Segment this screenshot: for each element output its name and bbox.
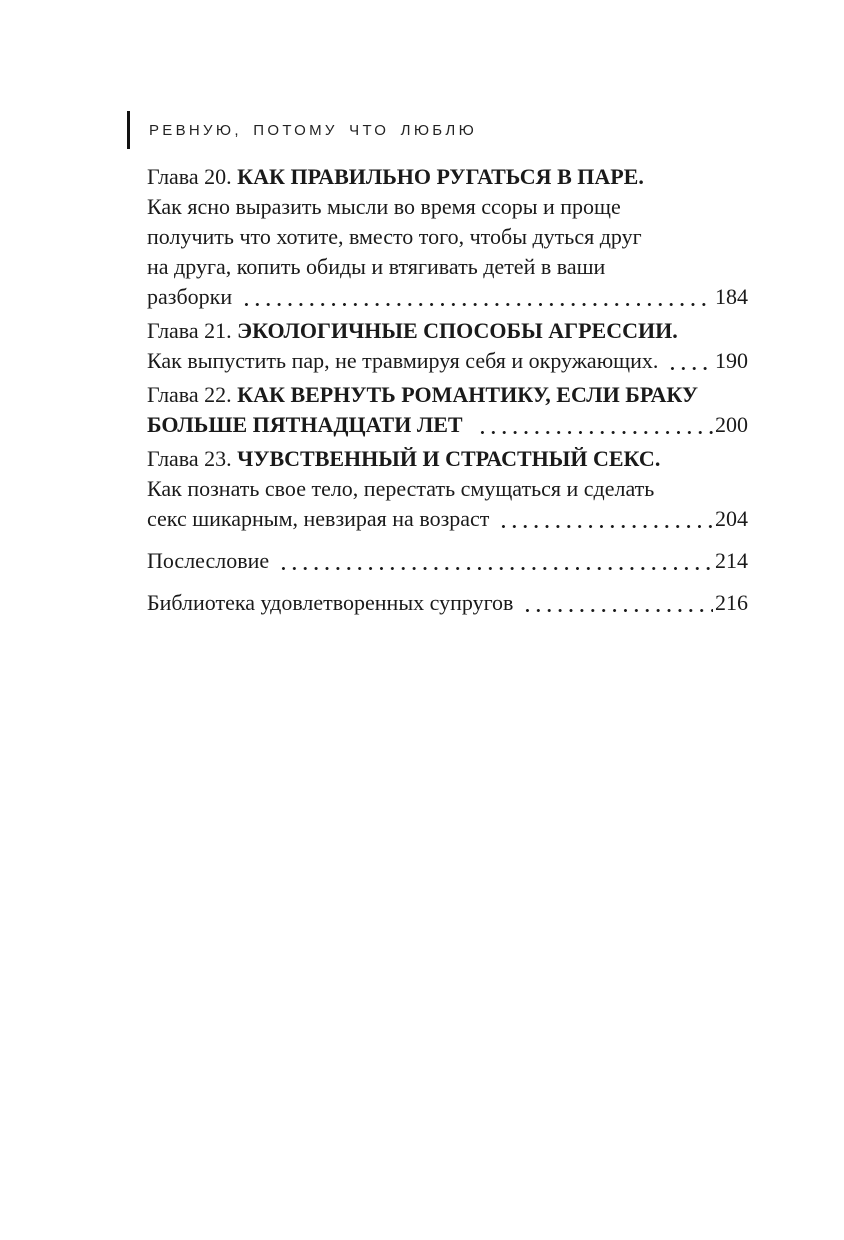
toc-line <box>147 410 748 440</box>
toc-text: секс шикарным, невзирая на возраст <box>147 506 490 531</box>
toc-text: Библиотека удовлетворенных супругов <box>147 590 514 615</box>
toc-entry <box>147 380 748 440</box>
chapter-title-text: БОЛЬШЕ ПЯТНАДЦАТИ ЛЕТ <box>147 412 469 437</box>
toc-text: Глава 21. <box>147 318 238 343</box>
chapter-title-text: КАК ПРАВИЛЬНО РУГАТЬСЯ В ПАРЕ. <box>237 164 644 189</box>
dot-leader <box>239 301 713 308</box>
toc-text: Как выпустить пар, не травмируя себя и окружающих. <box>147 348 659 373</box>
dot-leader <box>520 607 713 614</box>
page-number: 216 <box>715 590 748 615</box>
dot-leader <box>475 429 713 436</box>
toc-line <box>147 252 748 282</box>
page-number: 214 <box>715 548 748 573</box>
table-of-contents <box>147 162 748 618</box>
page-number: 204 <box>715 506 748 531</box>
toc-text: Глава 20. <box>147 164 238 189</box>
toc-text: Как ясно выразить мысли во время ссоры и проще <box>147 194 621 219</box>
toc-line <box>147 316 748 346</box>
page-number: 190 <box>715 348 748 373</box>
toc-entry <box>147 588 748 618</box>
chapter-title-text: ЧУВСТВЕННЫЙ И СТРАСТНЫЙ СЕКС. <box>237 446 661 471</box>
toc-text: Глава 23. <box>147 446 238 471</box>
toc-line <box>147 346 748 376</box>
running-head <box>127 111 477 149</box>
toc-entry <box>147 546 748 576</box>
toc-entry <box>147 162 748 312</box>
page-number: 200 <box>715 412 748 437</box>
toc-line <box>147 546 748 576</box>
dot-leader <box>496 523 713 530</box>
toc-text: на друга, копить обиды и втягивать детей в ваши <box>147 254 606 279</box>
page-number: 184 <box>715 284 748 309</box>
toc-line <box>147 588 748 618</box>
toc-text: получить что хотите, вместо того, чтобы дуться друг <box>147 224 642 249</box>
header-rule <box>127 111 130 149</box>
toc-line <box>147 192 748 222</box>
toc-line <box>147 380 748 410</box>
chapter-title-text: ЭКОЛОГИЧНЫЕ СПОСОБЫ АГРЕССИИ. <box>237 318 678 343</box>
chapter-title-text: КАК ВЕРНУТЬ РОМАНТИКУ, ЕСЛИ БРАКУ <box>237 382 699 407</box>
dot-leader <box>276 565 713 572</box>
toc-text: Глава 22. <box>147 382 238 407</box>
toc-line <box>147 504 748 534</box>
toc-text: Послесловие <box>147 548 270 573</box>
toc-entry <box>147 444 748 534</box>
toc-line <box>147 474 748 504</box>
toc-line <box>147 282 748 312</box>
toc-line <box>147 444 748 474</box>
toc-text: Как познать свое тело, перестать смущаться и сделать <box>147 476 655 501</box>
toc-line <box>147 222 748 252</box>
toc-entry <box>147 316 748 376</box>
toc-line <box>147 162 748 192</box>
book-title: РЕВНУЮ, ПОТОМУ ЧТО ЛЮБЛЮ <box>149 121 478 139</box>
toc-text: разборки <box>147 284 233 309</box>
dot-leader <box>665 365 713 372</box>
